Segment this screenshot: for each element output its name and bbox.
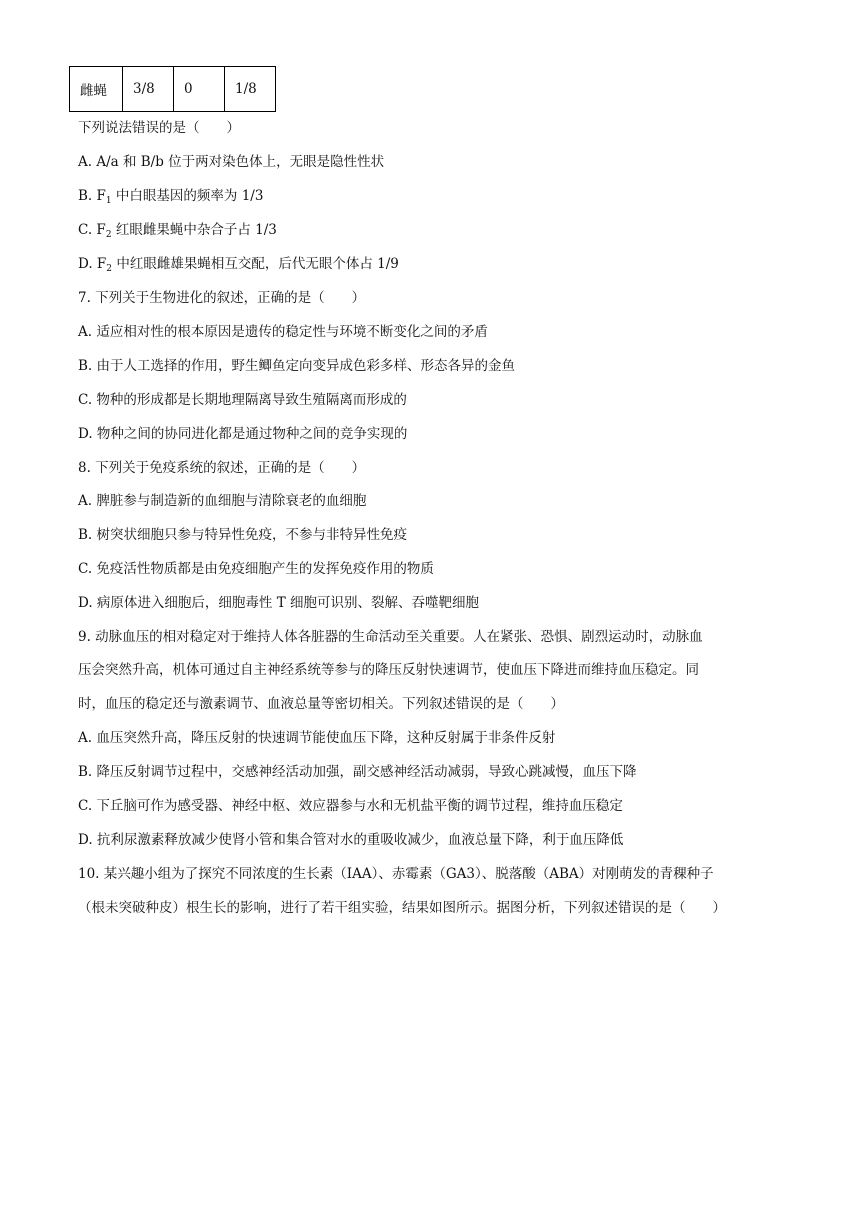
- q6-option-d: [78, 254, 399, 279]
- q6-option-b-subscript: 1: [105, 196, 112, 206]
- q9-stem-line-3: 时，血压的稳定还与激素调节、血液总量等密切相关。下列叙述错误的是（ ）: [78, 696, 564, 712]
- q8-option-b: B. 树突状细胞只参与特异性免疫，不参与非特异性免疫: [78, 527, 408, 543]
- q6-stem: 下列说法错误的是（ ）: [78, 120, 240, 136]
- q6-option-d-subscript: 2: [106, 264, 113, 274]
- q6-option-b-text: 中白眼基因的频率为 1/3: [111, 188, 264, 204]
- q6-option-c: [78, 220, 277, 245]
- q7-option-c: C. 物种的形成都是长期地理隔离导致生殖隔离而形成的: [78, 392, 407, 408]
- table-cell: 3/8: [123, 67, 174, 112]
- q9-option-a: A. 血压突然升高，降压反射的快速调节能使血压下降，这种反射属于非条件反射: [78, 730, 556, 746]
- q6-option-b-prefix: B. F: [78, 188, 106, 204]
- q6-option-a: A. A/a 和 B/b 位于两对染色体上，无眼是隐性性状: [78, 154, 385, 170]
- q6-option-c-prefix: C. F: [78, 222, 106, 238]
- q6-option-d-text: 中红眼雌雄果蝇相互交配，后代无眼个体占 1/9: [112, 256, 399, 272]
- q10-stem-line-2: （根未突破种皮）根生长的影响，进行了若干组实验，结果如图所示。据图分析，下列叙述错误的是（ ）: [78, 900, 726, 916]
- table-cell: 0: [174, 67, 225, 112]
- q7-option-d: D. 物种之间的协同进化都是通过物种之间的竞争实现的: [78, 426, 408, 442]
- q9-stem-line-1: 9. 动脉血压的相对稳定对于维持人体各脏器的生命活动至关重要。人在紧张、恐惧、剧烈运动时，动脉血: [78, 629, 703, 645]
- q6-option-d-prefix: D. F: [78, 256, 107, 272]
- q6-option-b: [78, 186, 263, 211]
- q8-option-a: A. 脾脏参与制造新的血细胞与清除衰老的血细胞: [78, 493, 367, 509]
- q9-option-b: B. 降压反射调节过程中，交感神经活动加强，副交感神经活动减弱，导致心跳减慢，血压下降: [78, 764, 637, 780]
- genotype-table-fragment: [69, 66, 276, 112]
- q9-option-c: C. 下丘脑可作为感受器、神经中枢、效应器参与水和无机盐平衡的调节过程，维持血压稳定: [78, 798, 623, 814]
- q8-option-d: D. 病原体进入细胞后，细胞毒性 T 细胞可识别、裂解、吞噬靶细胞: [78, 595, 480, 611]
- q6-option-c-subscript: 2: [105, 230, 112, 240]
- q8-option-c: C. 免疫活性物质都是由免疫细胞产生的发挥免疫作用的物质: [78, 561, 434, 577]
- q10-stem-line-1: 10. 某兴趣小组为了探究不同浓度的生长素（IAA）、赤霉素（GA3）、脱落酸（ABA）对刚萌发的青稞种子: [78, 866, 714, 882]
- q9-option-d: D. 抗利尿激素释放减少使肾小管和集合管对水的重吸收减少，血液总量下降，利于血压降低: [78, 832, 624, 848]
- q7-option-b: B. 由于人工选择的作用，野生鲫鱼定向变异成色彩多样、形态各异的金鱼: [78, 358, 516, 374]
- table-row: [70, 67, 276, 112]
- table-cell: 1/8: [225, 67, 276, 112]
- q6-option-c-text: 红眼雌果蝇中杂合子占 1/3: [111, 222, 277, 238]
- q7-option-a: A. 适应相对性的根本原因是遗传的稳定性与环境不断变化之间的矛盾: [78, 324, 488, 340]
- q9-stem-line-2: 压会突然升高，机体可通过自主神经系统等参与的降压反射快速调节，使血压下降进而维持血压稳定。同: [78, 662, 699, 678]
- q7-stem: 7. 下列关于生物进化的叙述，正确的是（ ）: [78, 290, 366, 306]
- table-cell: 雌蝇: [70, 67, 123, 112]
- q8-stem: 8. 下列关于免疫系统的叙述，正确的是（ ）: [78, 460, 366, 476]
